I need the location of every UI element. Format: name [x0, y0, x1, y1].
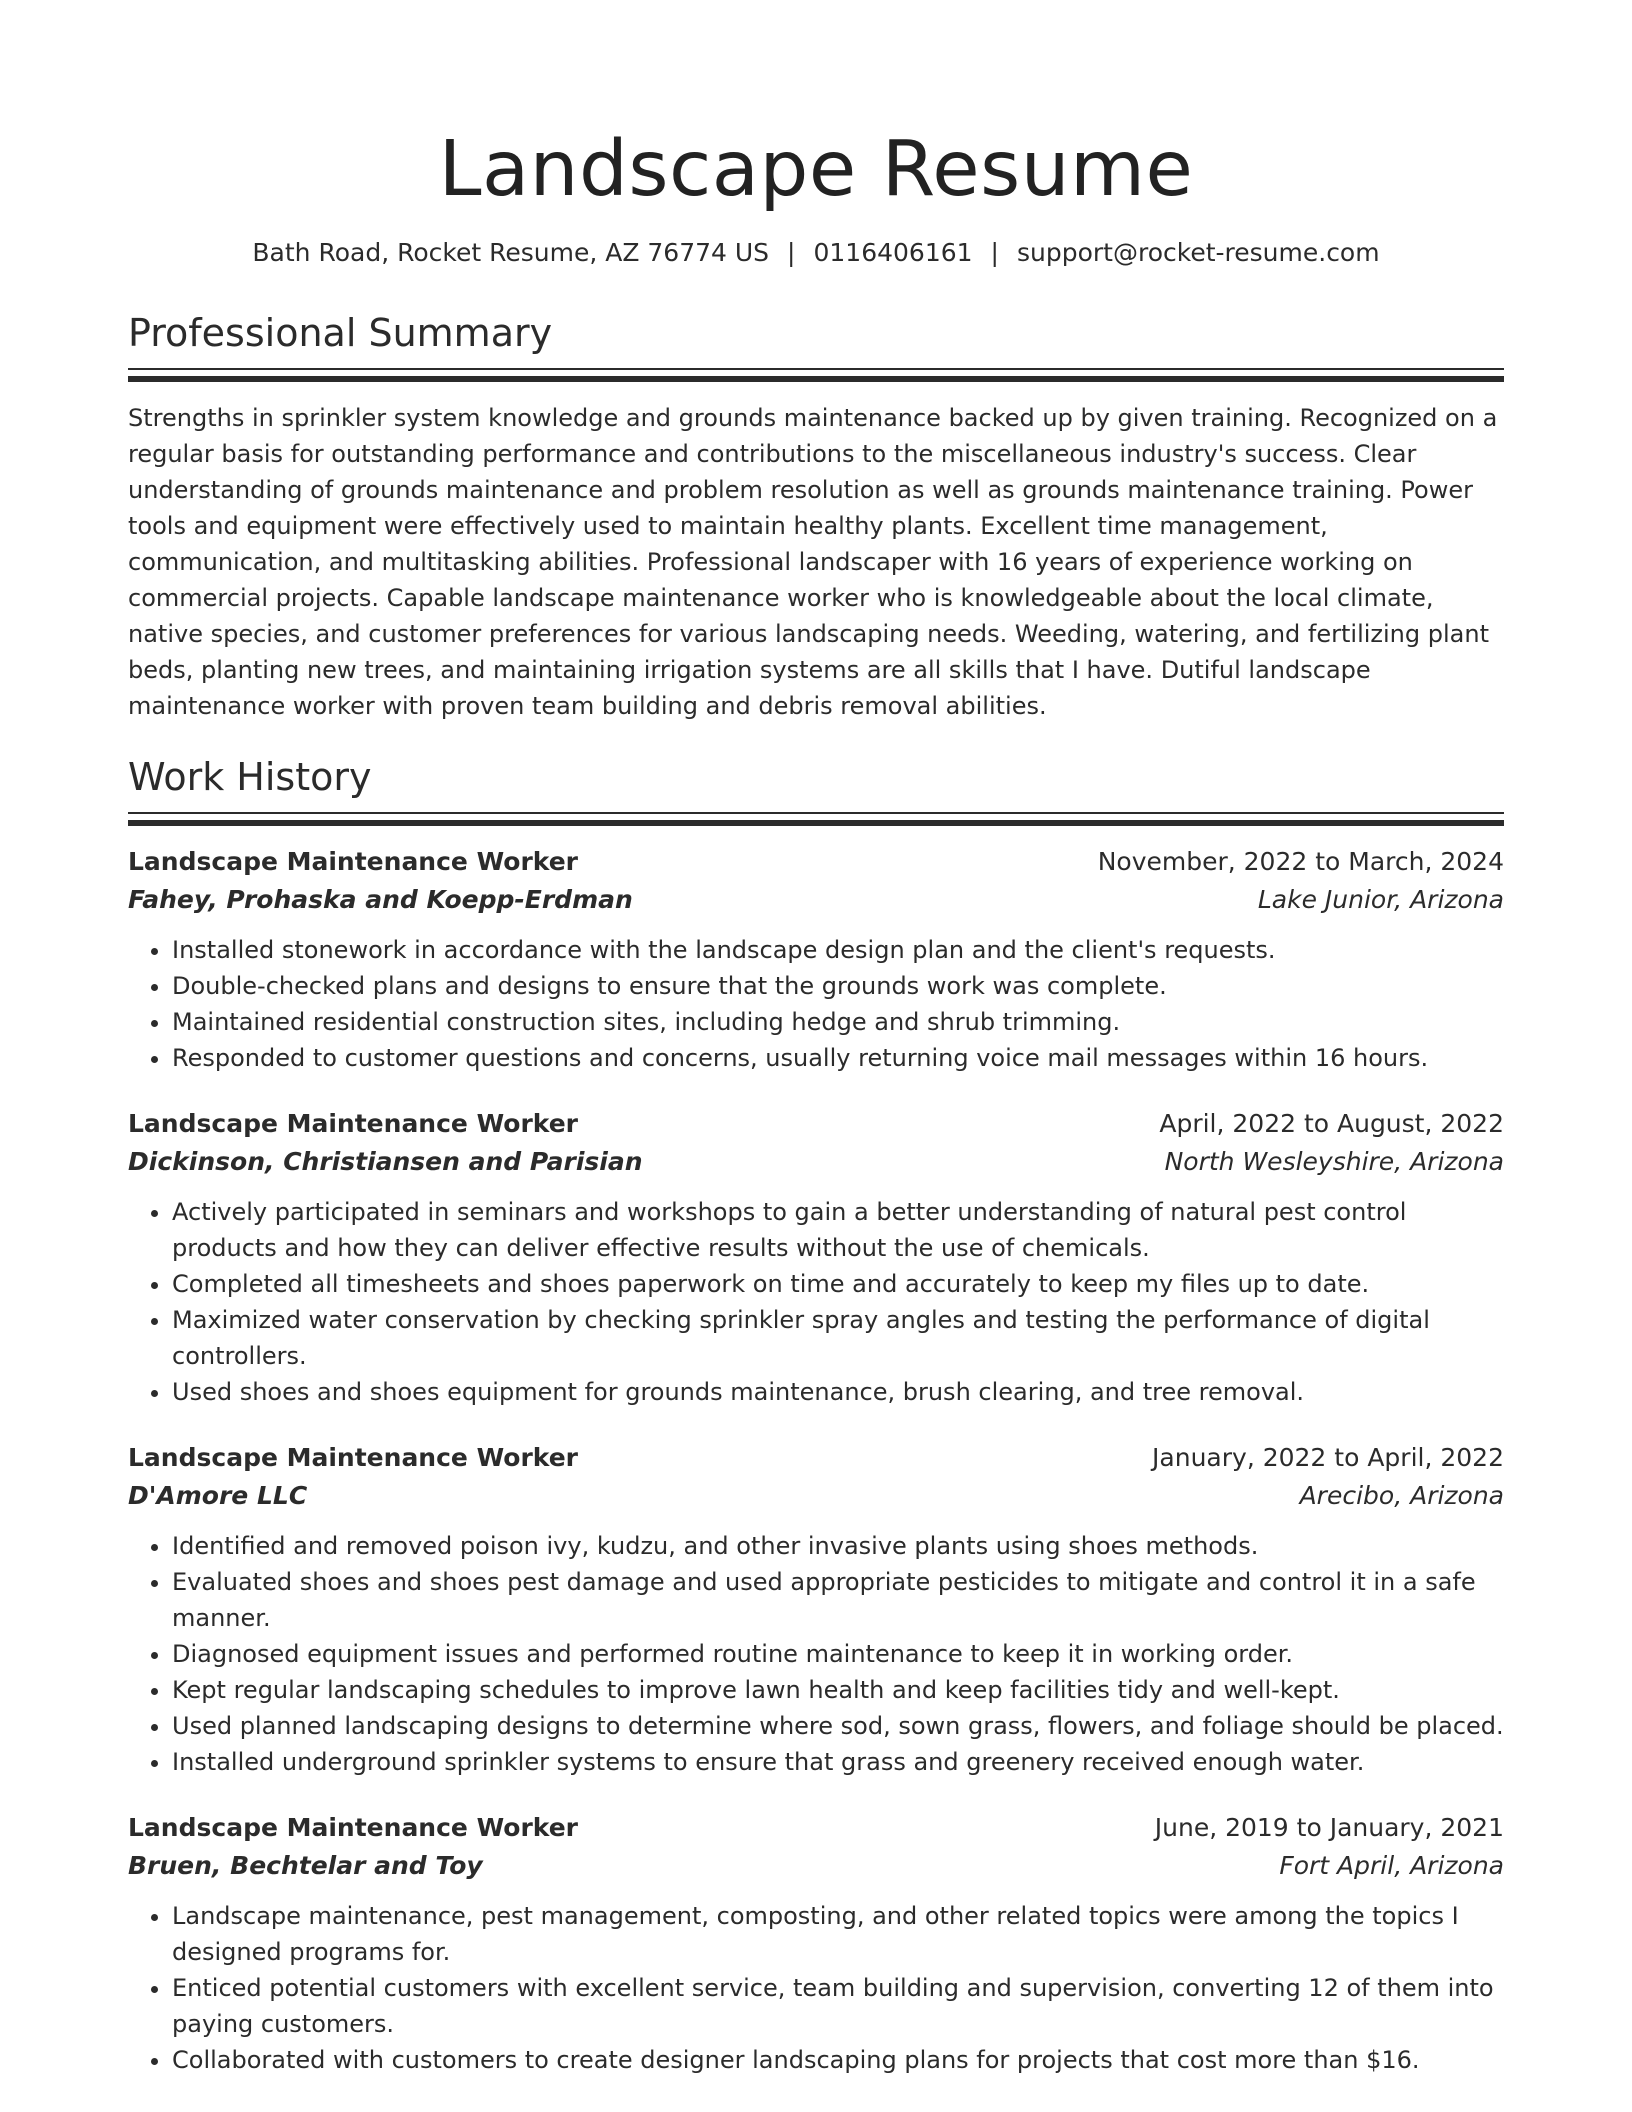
resume-name: Landscape Resume	[438, 125, 1194, 214]
job-entry	[128, 1810, 1504, 2078]
job-subheader-row	[128, 1846, 1504, 1886]
work-history-section	[128, 754, 1504, 2078]
job-dates: April, 2022 to August, 2022	[1159, 1109, 1504, 1138]
contact-email: support@rocket-resume.com	[1016, 238, 1380, 267]
section-title-summary: Professional Summary	[128, 311, 553, 355]
contact-phone: 0116406161	[813, 238, 973, 267]
job-title: Landscape Maintenance Worker	[128, 1443, 579, 1472]
job-bullet-list	[128, 1528, 1504, 1780]
job-entry	[128, 844, 1504, 1076]
section-divider	[128, 812, 1504, 826]
contact-separator: |	[787, 238, 796, 267]
job-company: Dickinson, Christiansen and Parisian	[128, 1147, 643, 1176]
job-bullet: • Diagnosed equipment issues and performed routine maintenance to keep it in working order.	[172, 1636, 1504, 1672]
job-bullet: • Used shoes and shoes equipment for grounds maintenance, brush clearing, and tree removal.	[172, 1374, 1504, 1410]
job-location: Fort April, Arizona	[1279, 1851, 1504, 1880]
job-entry	[128, 1440, 1504, 1780]
job-location: North Wesleyshire, Arizona	[1164, 1147, 1504, 1176]
contact-address: Bath Road, Rocket Resume, AZ 76774 US	[252, 238, 770, 267]
job-title: Landscape Maintenance Worker	[128, 847, 579, 876]
summary-text: Strengths in sprinkler system knowledge and grounds maintenance backed up by given training. Recognized on a regular basis for outstanding performance and contributions to the miscellaneous industry's success. Clear understanding of grounds maintenance and problem resolution as well as grounds maintenance training. Power tools and equipment were effectively used to maintain healthy plants. Excellent time management, communication, and multitasking abilities. Professional landscaper with 16 years of experience working on commercial projects. Capable landscape maintenance worker who is knowledgeable about the local climate, native species, and customer preferences for various landscaping needs. Weeding, watering, and fertilizing plant beds, planting new trees, and maintaining irrigation systems are all skills that I have. Dutiful landscape maintenance worker with proven team building and debris removal abilities.	[128, 404, 1498, 720]
job-bullet: • Landscape maintenance, pest management, composting, and other related topics were among the topics I designed programs for.	[172, 1898, 1504, 1970]
job-bullet: • Installed stonework in accordance with the landscape design plan and the client's requests.	[172, 932, 1504, 968]
job-header-row	[128, 1810, 1504, 1846]
job-dates: January, 2022 to April, 2022	[1152, 1443, 1504, 1472]
job-location: Arecibo, Arizona	[1299, 1481, 1504, 1510]
job-entry	[128, 1106, 1504, 1410]
professional-summary-section	[128, 310, 1504, 724]
job-header-row	[128, 1106, 1504, 1142]
job-bullet-list	[128, 1194, 1504, 1410]
job-bullet: • Responded to customer questions and concerns, usually returning voice mail messages within 16 hours.	[172, 1040, 1504, 1076]
job-company: Fahey, Prohaska and Koepp-Erdman	[128, 885, 633, 914]
job-bullet: • Installed underground sprinkler systems to ensure that grass and greenery received enough water.	[172, 1744, 1504, 1780]
job-subheader-row	[128, 1142, 1504, 1182]
job-bullet: • Completed all timesheets and shoes paperwork on time and accurately to keep my files up to date.	[172, 1266, 1504, 1302]
job-bullet-list	[128, 932, 1504, 1076]
job-title: Landscape Maintenance Worker	[128, 1813, 579, 1842]
job-bullet: • Kept regular landscaping schedules to improve lawn health and keep facilities tidy and well-kept.	[172, 1672, 1504, 1708]
job-header-row	[128, 844, 1504, 880]
job-dates: June, 2019 to January, 2021	[1154, 1813, 1504, 1842]
job-bullet: • Collaborated with customers to create designer landscaping plans for projects that cost more than $16.	[172, 2042, 1504, 2078]
job-bullet: • Maintained residential construction sites, including hedge and shrub trimming.	[172, 1004, 1504, 1040]
job-company: D'Amore LLC	[128, 1481, 308, 1510]
job-bullet: • Evaluated shoes and shoes pest damage and used appropriate pesticides to mitigate and control it in a safe manner.	[172, 1564, 1504, 1636]
job-bullet: • Double-checked plans and designs to ensure that the grounds work was complete.	[172, 968, 1504, 1004]
job-location: Lake Junior, Arizona	[1257, 885, 1504, 914]
job-bullet: • Identified and removed poison ivy, kudzu, and other invasive plants using shoes methods.	[172, 1528, 1504, 1564]
job-dates: November, 2022 to March, 2024	[1097, 847, 1504, 876]
job-bullet: • Actively participated in seminars and workshops to gain a better understanding of natural pest control products and how they can deliver effective results without the use of chemicals.	[172, 1194, 1504, 1266]
section-title-work-history: Work History	[128, 755, 372, 799]
job-subheader-row	[128, 1476, 1504, 1516]
job-bullet-list	[128, 1898, 1504, 2078]
job-bullet: • Enticed potential customers with excellent service, team building and supervision, converting 12 of them into paying customers.	[172, 1970, 1504, 2042]
job-bullet: • Maximized water conservation by checking sprinkler spray angles and testing the performance of digital controllers.	[172, 1302, 1504, 1374]
job-company: Bruen, Bechtelar and Toy	[128, 1851, 483, 1880]
section-divider	[128, 368, 1504, 382]
job-subheader-row	[128, 880, 1504, 920]
contact-line	[128, 236, 1504, 270]
contact-separator: |	[990, 238, 999, 267]
job-bullet: • Used planned landscaping designs to determine where sod, sown grass, flowers, and foliage should be placed.	[172, 1708, 1504, 1744]
job-title: Landscape Maintenance Worker	[128, 1109, 579, 1138]
job-header-row	[128, 1440, 1504, 1476]
